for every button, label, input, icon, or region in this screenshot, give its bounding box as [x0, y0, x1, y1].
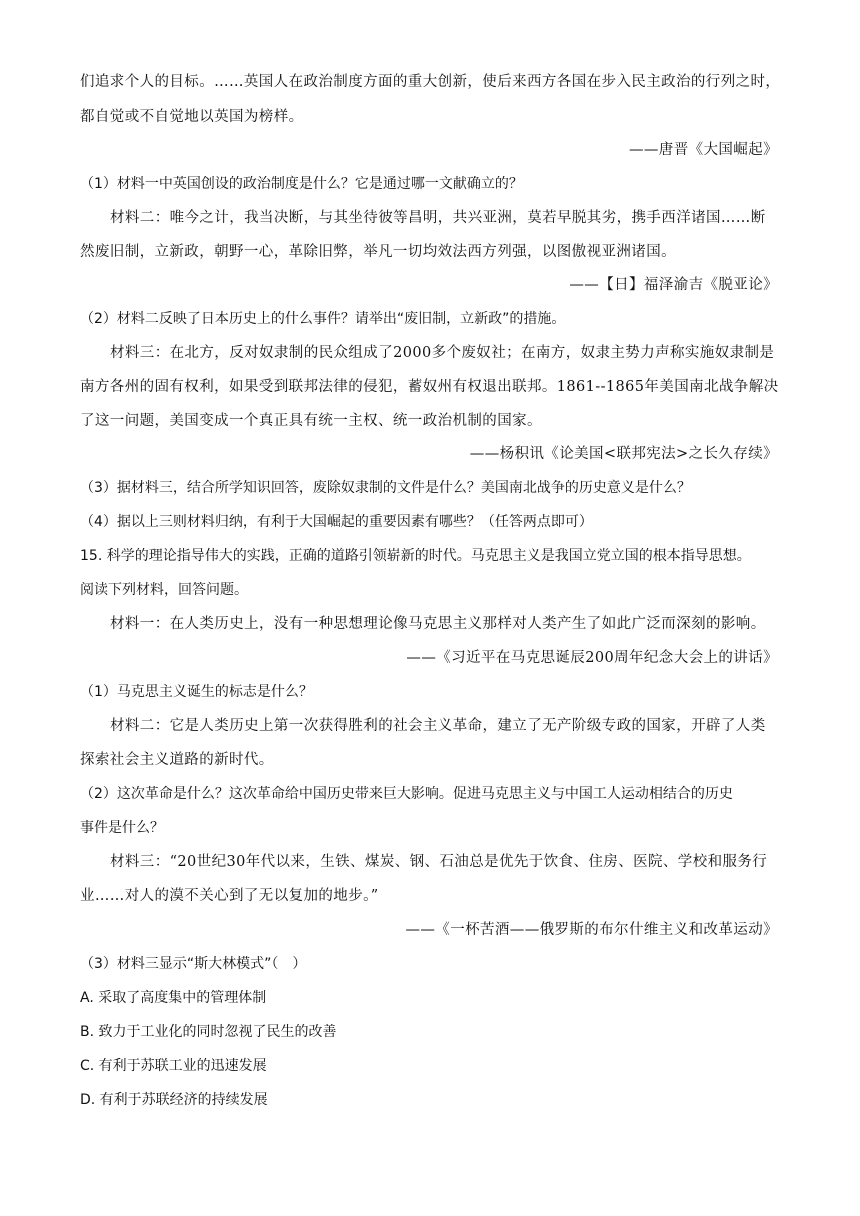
q15-material-one-source: ——《习近平在马克思诞辰200周年纪念大会上的讲话》: [406, 650, 778, 666]
question-14-1: （1）材料一中英国创设的政治制度是什么？它是通过哪一文献确立的？: [80, 176, 523, 192]
material-two-source: ——【日】福泽渝吉《脱亚论》: [569, 277, 778, 293]
material-one-text-line-2: 都自觉或不自觉地以英国为榜样。: [80, 109, 304, 125]
option-b: B. 致力于工业化的同时忽视了民生的改善: [80, 1024, 337, 1040]
material-three-text-line-1: 材料三：在北方，反对奴隶制的民众组成了2000多个废奴社；在南方，奴隶主势力声称实施奴隶制是: [110, 345, 775, 361]
material-two-text-line-2: 然废旧制，立新政，朝野一心，革除旧弊，举凡一切均效法西方列强，以图傲视亚洲诸国。: [80, 244, 676, 260]
question-15-stem-line-1: 15. 科学的理论指导伟大的实践，正确的道路引领崭新的时代。马克思主义是我国立党立国的根本指导思想。: [80, 548, 751, 564]
question-14-2: （2）材料二反映了日本历史上的什么事件？请举出“废旧制，立新政”的措施。: [80, 311, 566, 327]
option-a: A. 采取了高度集中的管理体制: [80, 990, 267, 1006]
question-15-2-line-2: 事件是什么？: [80, 820, 164, 836]
question-15-stem-line-2: 阅读下列材料，回答问题。: [80, 582, 248, 598]
q15-material-two-text-line-2: 探索社会主义道路的新时代。: [80, 752, 274, 768]
material-three-source: ——杨积讯《论美国<联邦宪法>之长久存续》: [469, 446, 778, 462]
material-one-source: ——唐晋《大国崛起》: [629, 142, 778, 158]
q15-material-one-text: 材料一：在人类历史上，没有一种思想理论像马克思主义那样对人类产生了如此广泛而深刻的影响。: [110, 616, 766, 632]
material-two-text-line-1: 材料二：唯今之计，我当决断，与其坐待彼等昌明，共兴亚洲，莫若早脱其劣，携手西洋诸国……断: [110, 210, 766, 226]
question-14-4: （4）据以上三则材料归纳，有利于大国崛起的重要因素有哪些？（任答两点即可）: [80, 514, 593, 530]
q15-material-two-text-line-1: 材料二：它是人类历史上第一次获得胜利的社会主义革命，建立了无产阶级专政的国家，开辟了人类: [110, 718, 766, 734]
question-15-1: （1）马克思主义诞生的标志是什么？: [80, 684, 313, 700]
q15-material-three-text-line-1: 材料三：“20世纪30年代以来，生铁、煤炭、钢、石油总是优先于饮食、住房、医院、学校和服务行: [110, 854, 768, 870]
option-d: D. 有利于苏联经济的持续发展: [80, 1092, 268, 1108]
q15-material-three-text-line-2: 业……对人的漠不关心到了无以复加的地步。”: [80, 888, 379, 904]
question-15-2-line-1: （2）这次革命是什么？这次革命给中国历史带来巨大影响。促进马克思主义与中国工人运动相结合的历史: [80, 786, 733, 802]
q15-material-three-source: ——《一杯苦酒——俄罗斯的布尔什维主义和改革运动》: [405, 922, 778, 938]
question-14-3: （3）据材料三，结合所学知识回答，废除奴隶制的文件是什么？美国南北战争的历史意义是什么？: [80, 480, 691, 496]
material-three-text-line-3: 了这一问题，美国变成一个真正具有统一主权、统一政治机制的国家。: [80, 413, 542, 429]
material-three-text-line-2: 南方各州的固有权利，如果受到联邦法律的侵犯，蓄奴州有权退出联邦。1861--1865年美国南北战争解决: [80, 379, 779, 395]
question-15-3: （3）材料三显示“斯大林模式”（ ）: [80, 956, 307, 972]
material-one-text-line-1: 们追求个人的目标。……英国人在政治制度方面的重大创新，使后来西方各国在步入民主政治的行列之时，: [80, 74, 781, 90]
option-c: C. 有利于苏联工业的迅速发展: [80, 1058, 267, 1074]
